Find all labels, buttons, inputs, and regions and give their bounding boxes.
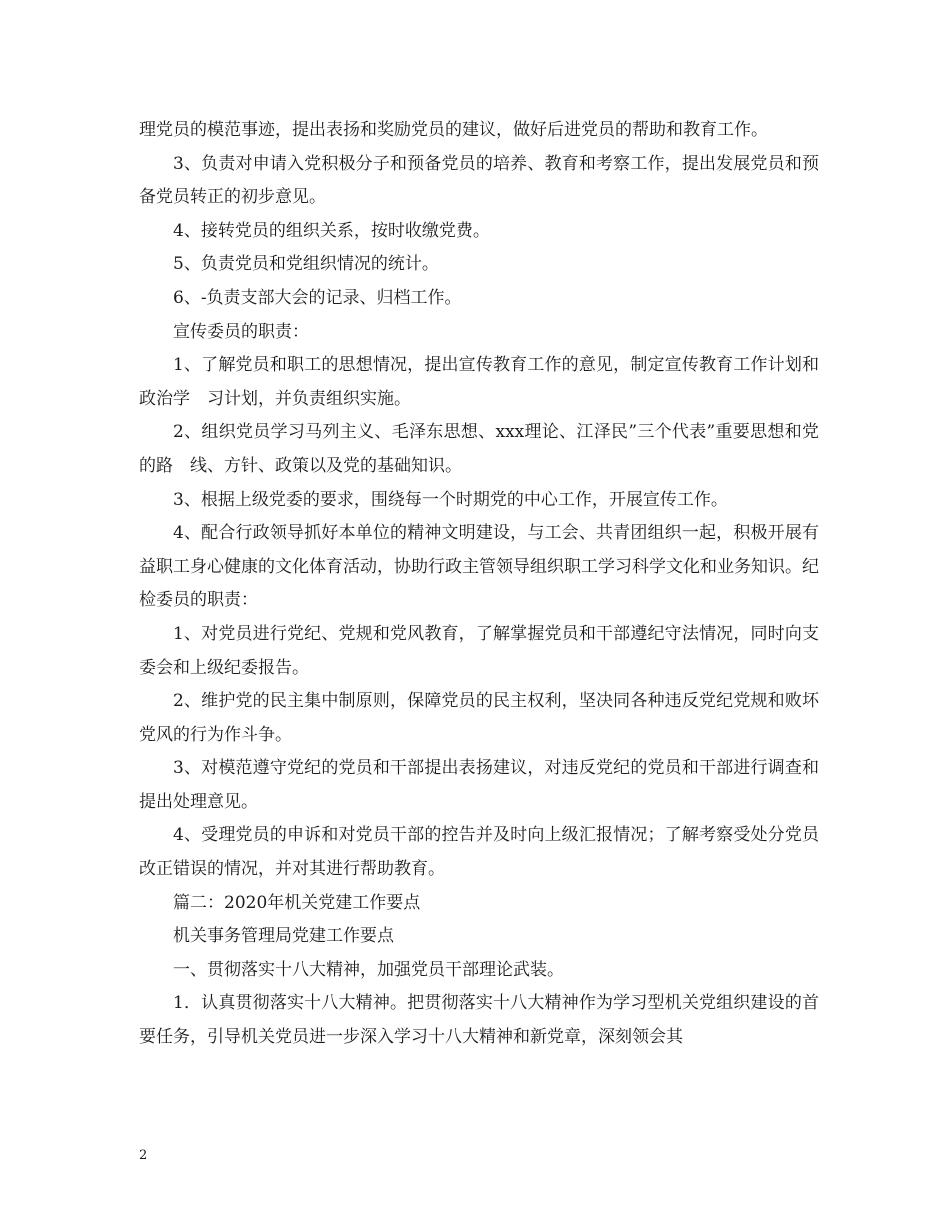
paragraph-9: 3、根据上级党委的要求，围绕每一个时期党的中心工作，开展宣传工作。 bbox=[173, 489, 728, 510]
paragraph-3: 4、接转党员的组织关系，按时收缴党费。 bbox=[173, 220, 490, 241]
section-heading-propaganda: 宣传委员的职责： bbox=[173, 321, 309, 342]
document-body bbox=[139, 114, 819, 1055]
paragraph-10: 4、配合行政领导抓好本单位的精神文明建设，与工会、共青团组织一起，积极开展有益职工身心健康的文化体育活动，协助行政主管领导组织职工学习科学文化和业务知识。纪检委员的职责： bbox=[139, 523, 819, 611]
page-number: 2 bbox=[139, 1148, 148, 1163]
section-heading-one: 一、贯彻落实十八大精神，加强党员干部理论武装。 bbox=[173, 959, 564, 980]
paragraph-11: 1、对党员进行党纪、党规和党风教育，了解掌握党员和干部遵纪守法情况，同时向支委会和上级纪委报告。 bbox=[139, 623, 819, 678]
paragraph-18: 1．认真贯彻落实十八大精神。把贯彻落实十八大精神作为学习型机关党组织建设的首要任务，引导机关党员进一步深入学习十八大精神和新党章，深刻领会其 bbox=[139, 993, 819, 1048]
paragraph-1: 理党员的模范事迹，提出表扬和奖励党员的建议，做好后进党员的帮助和教育工作。 bbox=[139, 120, 768, 140]
paragraph-8: 2、组织党员学习马列主义、毛泽东思想、xxx理论、江泽民”三个代表”重要思想和党的路 线、方针、政策以及党的基础知识。 bbox=[139, 422, 819, 476]
paragraph-14: 4、受理党员的申诉和对党员干部的控告并及时向上级汇报情况；了解考察受处分党员改正错误的情况，并对其进行帮助教育。 bbox=[139, 825, 819, 880]
subtitle-bureau: 机关事务管理局党建工作要点 bbox=[173, 926, 394, 947]
paragraph-12: 2、维护党的民主集中制原则，保障党员的民主权利，坚决同各种违反党纪党规和败坏党风的行为作斗争。 bbox=[139, 691, 819, 745]
paragraph-2: 3、负责对申请入党积极分子和预备党员的培养、教育和考察工作，提出发展党员和预备党员转正的初步意见。 bbox=[139, 153, 819, 208]
paragraph-4: 5、负责党员和党组织情况的统计。 bbox=[173, 254, 439, 275]
paragraph-13: 3、对模范遵守党纪的党员和干部提出表扬建议，对违反党纪的党员和干部进行调查和提出处理意见。 bbox=[139, 758, 819, 812]
paragraph-5: 6、-负责支部大会的记录、归档工作。 bbox=[173, 287, 462, 308]
paragraph-7: 1、了解党员和职工的思想情况，提出宣传教育工作的意见，制定宣传教育工作计划和政治学 习计划，并负责组织实施。 bbox=[139, 355, 819, 409]
section-heading-part-two: 篇二：2020年机关党建工作要点 bbox=[173, 892, 421, 913]
